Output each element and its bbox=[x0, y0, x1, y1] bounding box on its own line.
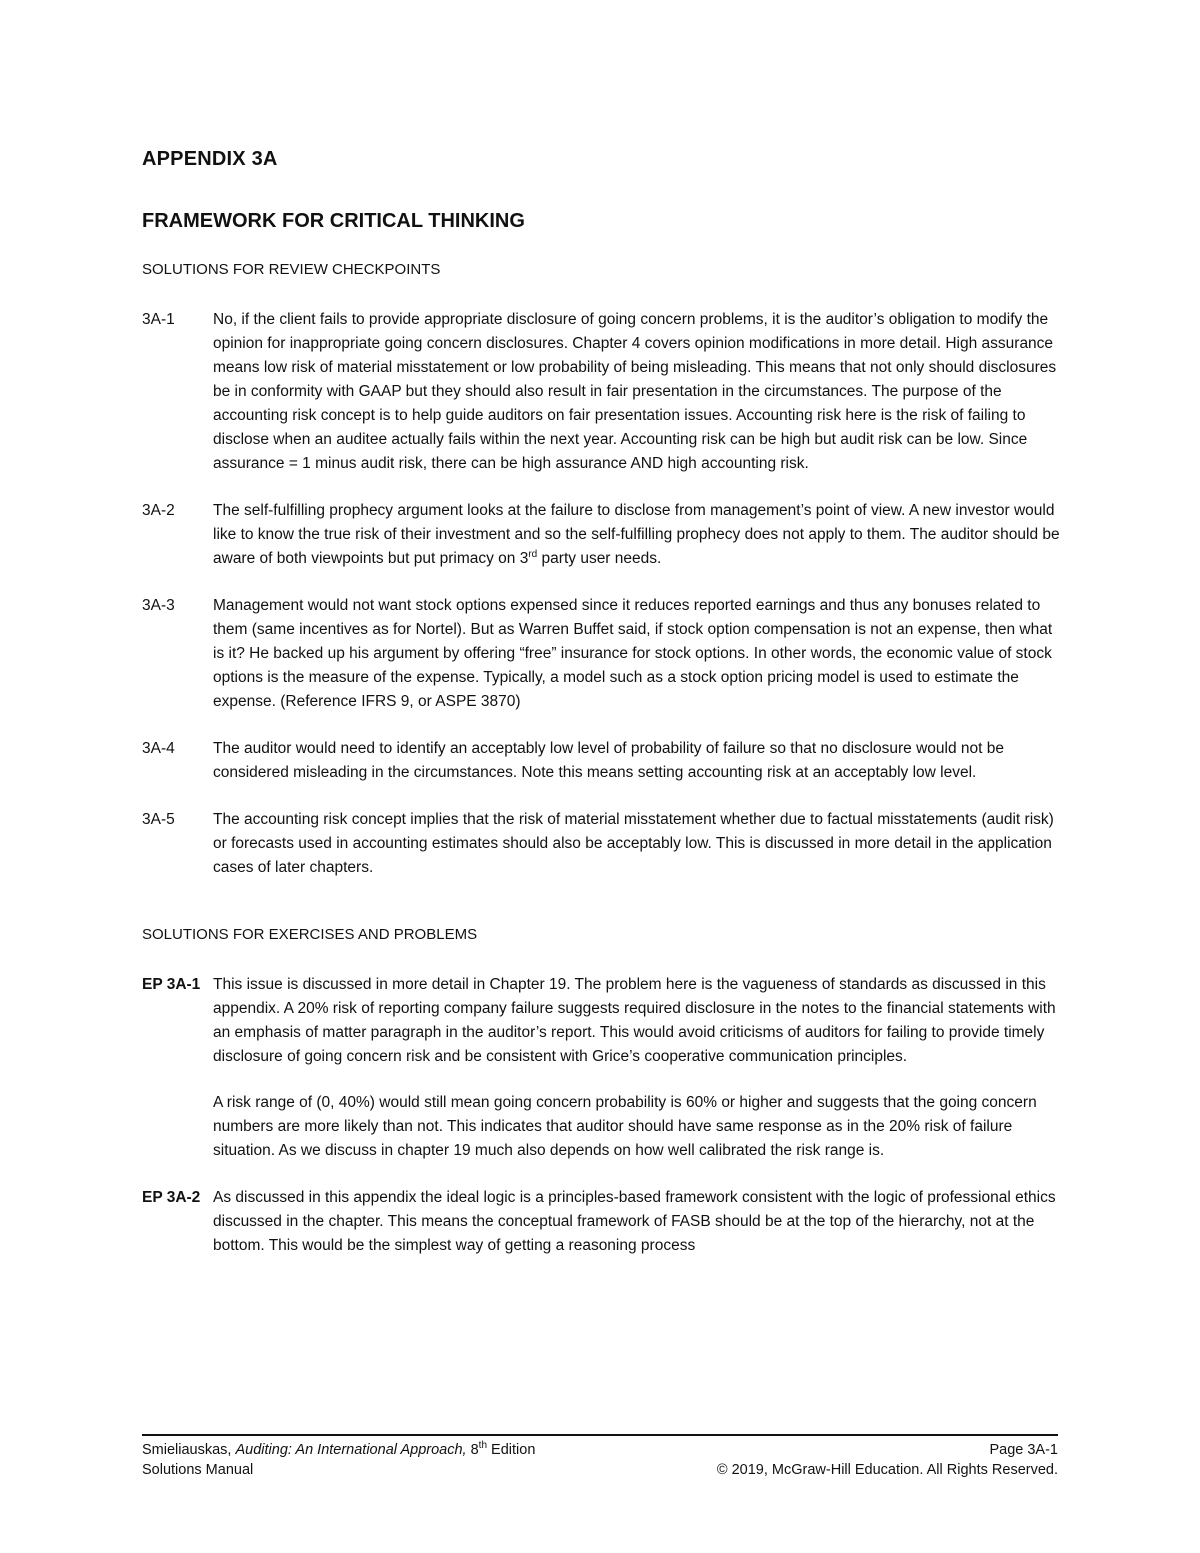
ordinal-superscript: rd bbox=[528, 548, 538, 560]
footer-copyright: © 2019, McGraw-Hill Education. All Rights Reserved. bbox=[716, 1462, 1058, 1478]
item-text: As discussed in this appendix the ideal logic is a principles-based framework consistent with the logic of professional ethics discussed in the chapter. This means the conceptual framework of FASB should be at the top of the hierarchy, not at the bottom. This would be the simplest way of getting a reasoning process bbox=[213, 1189, 1056, 1254]
footer-manual: Solutions Manual bbox=[142, 1462, 254, 1478]
item-label: EP 3A-1 bbox=[142, 976, 201, 993]
review-item-3a-1 bbox=[142, 308, 1062, 476]
item-label: 3A-3 bbox=[142, 597, 175, 614]
item-text: The accounting risk concept implies that the risk of material misstatement whether due to factual misstatements (audit risk) or forecasts used in accounting estimates should also be acceptably low. This is discussed in more detail in the application cases of later chapters. bbox=[213, 811, 1054, 876]
item-label: EP 3A-2 bbox=[142, 1189, 201, 1206]
review-item-3a-3 bbox=[142, 594, 1062, 714]
item-text bbox=[213, 499, 1062, 571]
page-content bbox=[142, 146, 1062, 1281]
exercise-item-ep-3a-2 bbox=[142, 1186, 1062, 1258]
item-label: 3A-2 bbox=[142, 502, 175, 519]
section-gap bbox=[142, 903, 1062, 925]
item-paragraph: This issue is discussed in more detail in Chapter 19. The problem here is the vagueness of standards as discussed in this appendix. A 20% risk of reporting company failure suggests required disclosure in the notes to the financial statements with an emphasis of matter paragraph in the auditor’s report. This would avoid criticisms of auditors for failing to provide timely disclosure of going concern risk and be consistent with Grice’s cooperative communication principles. bbox=[213, 976, 1056, 1065]
review-item-3a-4 bbox=[142, 737, 1062, 785]
item-label: 3A-1 bbox=[142, 311, 175, 328]
item-label: 3A-4 bbox=[142, 740, 175, 757]
footer-row-1 bbox=[142, 1440, 1058, 1460]
exercises-heading: SOLUTIONS FOR EXERCISES AND PROBLEMS bbox=[142, 926, 478, 943]
item-text: Management would not want stock options expensed since it reduces reported earnings and thus any bonuses related to them (same incentives as for Nortel). But as Warren Buffet said, if stock option compensation is not an expense, then what is it? He backed up his argument by offering “free” insurance for stock options. In other words, the economic value of stock options is the measure of the expense. Typically, a model such as a stock option pricing model is used to estimate the expense. (Reference IFRS 9, or ASPE 3870) bbox=[213, 597, 1053, 710]
item-text: No, if the client fails to provide appropriate disclosure of going concern problems, it is the auditor’s obligation to modify the opinion for inappropriate going concern disclosures. Chapter 4 covers opinion modifications in more detail. High assurance means low risk of material misstatement or low probability of being misleading. This means that not only should disclosures be in conformity with GAAP but they should also result in fair presentation in the circumstances. The purpose of the accounting risk concept is to help guide auditors on fair presentation issues. Accounting risk here is the risk of failing to disclose when an auditee actually fails within the next year. Accounting risk can be high but audit risk can be low. Since assurance = 1 minus audit risk, there can be high assurance AND high accounting risk. bbox=[213, 311, 1057, 472]
item-text: The auditor would need to identify an acceptably low level of probability of failure so that no disclosure would not be considered misleading in the circumstances. Note this means setting accounting risk at an acceptably low level. bbox=[213, 740, 1004, 781]
framework-title: FRAMEWORK FOR CRITICAL THINKING bbox=[142, 210, 525, 232]
item-text bbox=[213, 973, 1062, 1163]
footer-author: Smieliauskas, bbox=[142, 1442, 236, 1458]
item-text-part: party user needs. bbox=[537, 550, 662, 567]
footer-edition-number: 8 bbox=[466, 1442, 479, 1458]
footer-page-number: Page 3A-1 bbox=[989, 1442, 1058, 1458]
exercise-item-ep-3a-1 bbox=[142, 973, 1062, 1163]
footer-book-title: Auditing: An International Approach, bbox=[235, 1442, 467, 1458]
footer-edition-superscript: th bbox=[478, 1440, 488, 1452]
footer-citation bbox=[142, 1440, 535, 1460]
appendix-title: APPENDIX 3A bbox=[142, 148, 278, 170]
review-item-3a-2 bbox=[142, 499, 1062, 571]
review-item-3a-5 bbox=[142, 808, 1062, 880]
review-checkpoints-heading: SOLUTIONS FOR REVIEW CHECKPOINTS bbox=[142, 261, 441, 278]
item-text-part: The self-fulfilling prophecy argument looks at the failure to disclose from management’s point of view. A new investor would like to know the true risk of their investment and so the self-fulfilling prophecy does not apply to them. The auditor should be aware of both viewpoints but put primacy on 3 bbox=[213, 502, 1060, 567]
item-label: 3A-5 bbox=[142, 811, 175, 828]
page-footer bbox=[142, 1440, 1058, 1480]
footer-edition-word: Edition bbox=[487, 1442, 536, 1458]
footer-divider bbox=[142, 1434, 1058, 1436]
item-paragraph: A risk range of (0, 40%) would still mean going concern probability is 60% or higher and suggests that the going concern numbers are more likely than not. This indicates that auditor should have same response as in the 20% risk of failure situation. As we discuss in chapter 19 much also depends on how well calibrated the risk range is. bbox=[213, 1094, 1037, 1159]
footer-row-2 bbox=[142, 1460, 1058, 1480]
